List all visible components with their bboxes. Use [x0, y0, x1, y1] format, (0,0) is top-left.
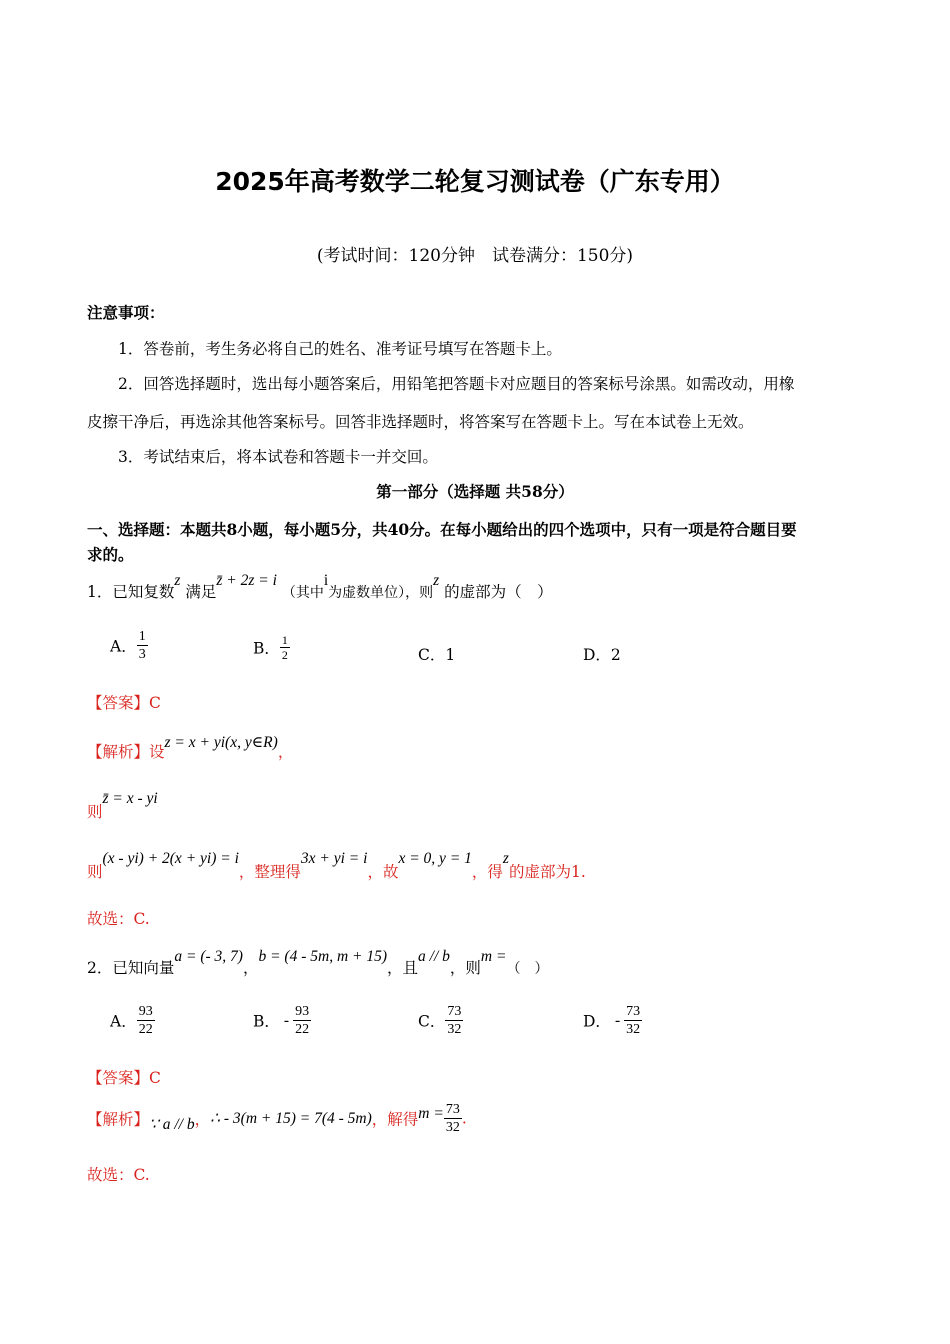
q1-option-b-den: 2	[281, 648, 288, 662]
q1-equation-1: (x - yi) + 2(x + yi) = i	[102, 850, 239, 867]
page-title: 2025年高考数学二轮复习测试卷（广东专用）	[215, 167, 735, 196]
q1-var-i: i	[323, 572, 329, 589]
q2-comma: ，	[242, 959, 259, 977]
q2-option-d-fraction	[624, 1003, 642, 1038]
q2-then: ，则	[449, 959, 481, 977]
q2-option-c-num: 73	[447, 1004, 462, 1019]
q2-m-eq: m =	[480, 948, 507, 965]
q1-analysis-line-2	[87, 786, 158, 821]
q2-option-b-fraction	[293, 1003, 311, 1038]
q1-analysis-comma: ，	[277, 743, 294, 761]
q1-equation-3: x = 0, y = 1	[398, 850, 472, 867]
q1-unit: 为虚数单位），则	[328, 585, 434, 601]
q1-option-a-fraction	[137, 628, 148, 663]
notice-item-2-line-2: 皮擦干净后，再选涂其他答案标号。回答非选择题时，将答案写在答题卡上。写在本试卷上无效。	[87, 413, 754, 431]
q2-option-d-sign: -	[614, 1011, 621, 1029]
q1-equation-2: 3x + yi = i	[300, 850, 368, 867]
q2-comma-2: ，	[194, 1110, 211, 1129]
q2-solve: ，解得	[371, 1110, 419, 1129]
section-instructions-line-2: 求的。	[87, 545, 134, 564]
q2-parallel: a // b	[418, 948, 450, 965]
q2-vector-b: b = (4 - 5m, m + 15)	[258, 948, 388, 965]
q1-analysis-line-3	[87, 846, 586, 881]
q2-option-a-num: 93	[138, 1004, 153, 1019]
q1-option-b-num: 1	[281, 633, 288, 647]
q1-conjugate: z̄ = x - yi	[102, 790, 158, 807]
q1-then-1: 则	[87, 803, 103, 821]
q2-analysis-label: 【解析】	[87, 1110, 150, 1129]
q1-analysis-line-1	[87, 730, 294, 761]
exam-info: (考试时间：120分钟 试卷满分：150分)	[316, 246, 634, 266]
q2-option-a-den: 22	[138, 1022, 153, 1037]
q1-so: ，故	[367, 863, 399, 881]
q2-option-c-den: 32	[447, 1022, 462, 1037]
q2-option-d-num: 73	[626, 1004, 641, 1019]
notice-heading: 注意事项：	[87, 303, 165, 322]
q2-m-num: 73	[445, 1102, 460, 1117]
q1-option-b	[253, 633, 290, 662]
q2-option-b-label: B．	[253, 1012, 280, 1031]
q2-blank: （ ）	[506, 961, 549, 977]
q1-condition: z̄ + 2z = i	[216, 572, 277, 589]
q1-option-a-den: 3	[138, 647, 146, 662]
q1-simplify: ，整理得	[238, 863, 301, 881]
q1-analysis-set: z = x + yi(x, y∈R)	[164, 734, 278, 751]
q2-choose: 故选：C.	[87, 1166, 150, 1184]
q2-m-lhs: m =	[418, 1104, 444, 1122]
q1-satisfy: 满足	[185, 583, 217, 601]
q2-because: ∵ a // b	[149, 1116, 195, 1133]
q1-where: （其中	[281, 585, 324, 601]
q1-option-b-label: B．	[253, 639, 280, 658]
section-instructions-line-1: 一、选择题：本题共8小题，每小题5分，共40分。在每小题给出的四个选项中，只有一项是符合题目要	[87, 520, 797, 539]
q2-option-c-label: C．	[418, 1012, 446, 1031]
q1-option-b-fraction	[280, 633, 290, 662]
q2-option-a-fraction	[137, 1003, 155, 1038]
q2-option-b-den: 22	[295, 1022, 310, 1037]
q1-var-z-3: z	[502, 850, 509, 867]
q2-option-b	[253, 1003, 311, 1038]
notice-item-3: 3．考试结束后，将本试卷和答题卡一并交回。	[118, 448, 438, 466]
q2-option-b-num: 93	[295, 1004, 310, 1019]
q1-prefix: 1．已知复数	[87, 583, 175, 601]
q2-option-b-sign: -	[283, 1011, 290, 1029]
q2-option-c	[418, 1003, 463, 1038]
q1-option-a-label: A．	[110, 637, 137, 656]
q2-option-d	[583, 1003, 642, 1038]
q1-var-z-2: z	[433, 572, 440, 589]
q2-vector-a: a = (- 3, 7)	[174, 948, 243, 965]
q2-m-fraction	[444, 1101, 462, 1136]
q1-analysis-label: 【解析】设	[87, 743, 165, 761]
q1-var-z: z	[174, 572, 181, 589]
q2-option-a-label: A．	[110, 1012, 137, 1031]
part-heading: 第一部分（选择题 共58分）	[376, 482, 574, 501]
q1-option-c: C．1	[418, 646, 456, 664]
q1-option-d: D．2	[583, 646, 621, 664]
q1-imag-part: 的虚部为（ ）	[444, 583, 553, 601]
q2-analysis	[87, 1101, 467, 1136]
q1-answer: 【答案】C	[87, 694, 161, 712]
question-1-stem	[87, 572, 553, 602]
q2-prefix: 2．已知向量	[87, 959, 175, 977]
q2-therefore: ∴ - 3(m + 15) = 7(4 - 5m)	[210, 1110, 372, 1127]
q1-then-2: 则	[87, 863, 103, 881]
q1-result: 的虚部为1.	[508, 863, 586, 881]
q2-option-d-label: D．	[583, 1012, 611, 1031]
question-2-stem	[87, 944, 549, 977]
q1-get: ，得	[471, 863, 503, 881]
q1-option-a	[110, 628, 148, 663]
q2-option-c-fraction	[445, 1003, 463, 1038]
q1-choose: 故选：C.	[87, 910, 150, 928]
q2-m-den: 32	[445, 1120, 460, 1135]
q2-answer: 【答案】C	[87, 1069, 161, 1087]
notice-item-1: 1．答卷前，考生务必将自己的姓名、准考证号填写在答题卡上。	[118, 340, 562, 358]
notice-item-2-line-1: 2．回答选择题时，选出每小题答案后，用铅笔把答题卡对应题目的答案标号涂黑。如需改动，用橡	[118, 375, 795, 393]
q2-and: ，且	[387, 959, 419, 977]
q1-option-a-num: 1	[138, 629, 146, 644]
q2-option-a	[110, 1003, 155, 1038]
q2-option-d-den: 32	[626, 1022, 641, 1037]
q2-period: .	[461, 1109, 467, 1128]
